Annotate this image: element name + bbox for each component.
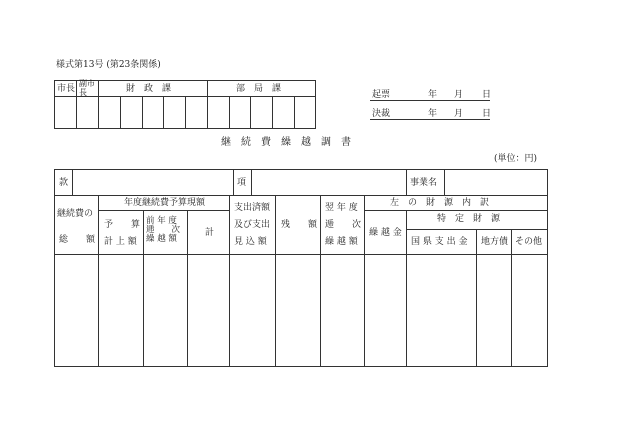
expenditure-label-1: 支出済額 [234, 203, 271, 213]
budget-label-bottom: 計 上 額 [104, 237, 137, 247]
form-number: 様式第13号 (第23条関係) [56, 60, 161, 70]
page-title: 継 続 費 繰 越 調 書 [221, 137, 351, 148]
decided-month: 月 [454, 109, 464, 119]
carryover-funds-label: 繰 越 金 [369, 228, 402, 238]
decided-year: 年 [428, 109, 438, 119]
kou-label: 項 [237, 178, 247, 188]
drafted-year: 年 [428, 90, 438, 100]
specific-funds-label: 特 定 財 源 [437, 214, 501, 224]
next-carryover-label-mid: 逓 次 [325, 220, 362, 230]
drafted-month: 月 [454, 90, 464, 100]
decided-label: 決裁 [372, 109, 391, 119]
department-division-label: 部 局 課 [236, 84, 282, 94]
prev-carryover-label-mid: 逓 次 [146, 225, 181, 235]
drafted-day: 日 [482, 90, 492, 100]
prev-carryover-label-bottom: 繰 越 額 [146, 234, 177, 244]
expenditure-label-2: 及び支出 [234, 220, 271, 230]
remaining-label: 残 額 [281, 220, 318, 230]
drafted-label: 起票 [372, 90, 391, 100]
total-amount-label-top: 継続費の [57, 209, 94, 219]
finance-division-label: 財 政 課 [126, 84, 172, 94]
vice-mayor-label-bottom: 長 [79, 88, 87, 97]
kan-label: 款 [59, 178, 69, 188]
sum-label: 計 [205, 228, 215, 238]
expenditure-label-3: 見 込 額 [234, 237, 267, 247]
prev-carryover-label-top: 前 年 度 [146, 216, 177, 226]
budget-label-top: 予 算 [104, 220, 141, 230]
decided-day: 日 [482, 109, 492, 119]
project-name-label: 事業名 [410, 178, 438, 188]
mayor-label: 市長 [57, 84, 76, 94]
total-amount-label-bottom: 総 額 [59, 235, 96, 245]
vice-mayor-label-top: 副市 [79, 79, 95, 88]
national-pref-label: 国 県 支 出 金 [411, 237, 468, 247]
local-bond-label: 地方債 [481, 237, 509, 247]
next-carryover-label-bottom: 繰 越 額 [325, 237, 358, 247]
other-label: その他 [515, 237, 543, 247]
fund-breakdown-label: 左 の 財 源 内 訳 [390, 198, 490, 208]
annual-budget-label: 年度継続費予算現額 [124, 198, 206, 208]
unit-label: (単位：円) [494, 154, 538, 164]
next-carryover-label-top: 翌 年 度 [325, 203, 358, 213]
